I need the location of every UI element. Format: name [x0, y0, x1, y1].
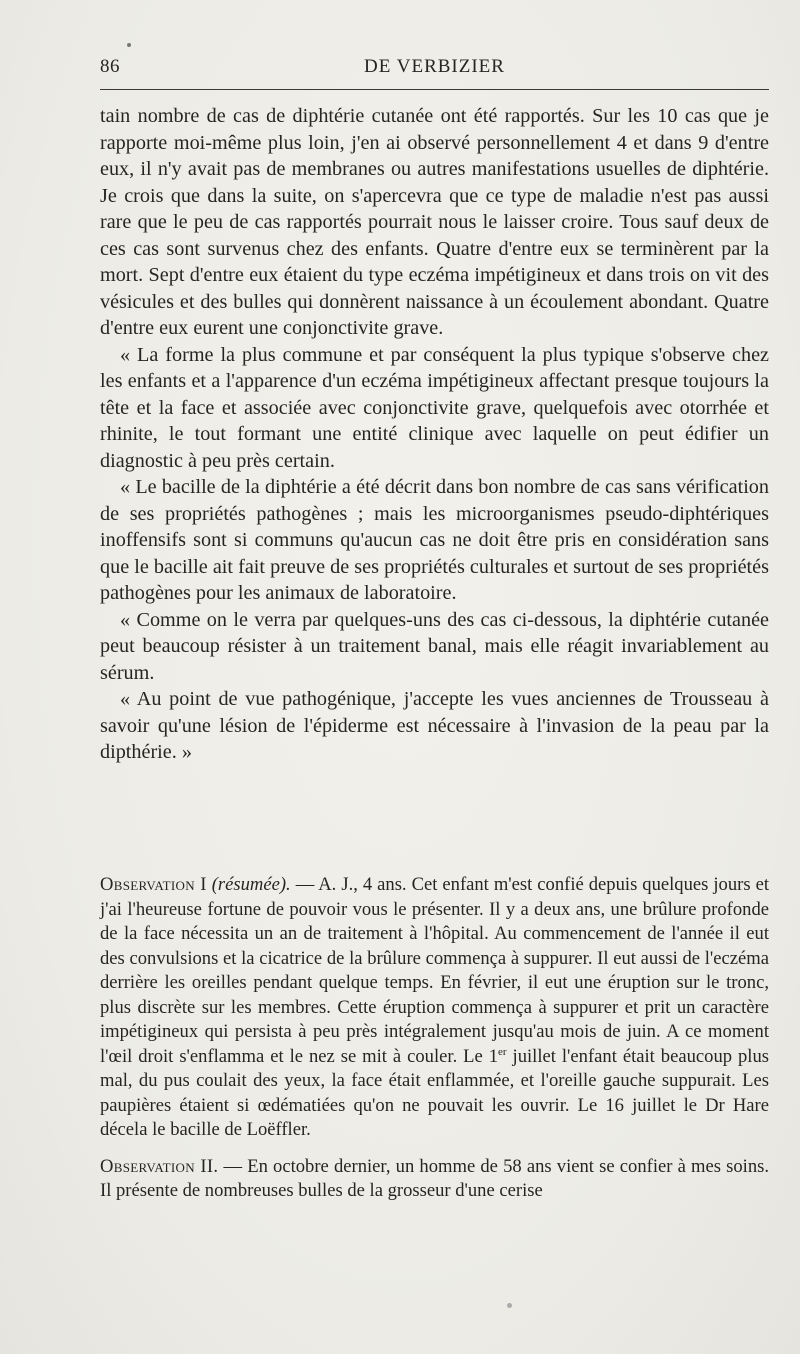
observation-2: [100, 1155, 769, 1204]
paragraph: « Au point de vue pathogénique, j'accepte les vues anciennes de Trousseau à savoir qu'une lésion de l'épiderme est nécessaire à l'invasion de la peau par la dipthérie. »: [100, 688, 769, 763]
paragraph: « Comme on le verra par quelques-uns des cas ci-dessous, la diphtérie cutanée peut beaucoup résister à un traitement banal, mais elle réagit invariablement au sérum.: [100, 608, 769, 684]
running-head: [100, 56, 769, 86]
paragraph: « La forme la plus commune et par conséquent la plus typique s'observe chez les enfants et a l'apparence d'un eczéma impétigineux affectant presque toujours la tête et la face et associée avec conjonctivite grave, quelquefois avec otorrhée et rhinite, le tout formant une entité clinique avec laquelle on peut édifier un diagnostic à peu près certain.: [100, 343, 769, 472]
observation-qualifier: (résumée).: [211, 874, 291, 895]
case-observations: [100, 873, 769, 1204]
header-divider: [100, 89, 769, 90]
paragraph: « Le bacille de la diphtérie a été décrit dans bon nombre de cas sans vérification de ses propriétés pathogènes ; mais les microorganismes pseudo-diphtériques inoffensifs sont si communs qu'aucun cas ne doit être pris en considération sans que le bacille ait fait preuve de ses propriétés culturales et surtout de ses propriétés pathogènes pour les animaux de laboratoire.: [100, 476, 769, 604]
running-title: DE VERBIZIER: [364, 56, 505, 77]
observation-1: [100, 873, 769, 1143]
observation-label: Observation II.: [100, 1155, 219, 1177]
observation-label: Observation I: [100, 874, 207, 895]
observation-text-continued: juillet l'enfant était beaucoup plus mal, du pus coulait des yeux, la face était enflammée, et l'oreille gauche suppurait. Les paupières étaient si œdématiées qu'on ne pouvait les ouvrir. Le 16 juillet le Dr Hare décela le bacille de Loëffler.: [100, 1045, 769, 1140]
main-text: [100, 103, 769, 766]
page-number: 86: [100, 56, 120, 77]
observation-text: — En octobre dernier, un homme de 58 ans vient se confier à mes soins. Il présente de nombreuses bulles de la grosseur d'une cerise: [100, 1155, 769, 1201]
observation-text: — A. J., 4 ans. Cet enfant m'est confié depuis quelques jours et j'ai l'heureuse fortune de pouvoir vous le présenter. Il y a deux ans, une brûlure profonde de la face nécessita un an de traitement à l'hôpital. Au commencement de l'année il eut des convulsions et la cicatrice de la brûlure commença à suppurer. Il eut aussi de l'eczéma derrière les oreilles pendant quelque temps. En février, il eut une éruption sur le tronc, plus discrète sur les membres. Cette éruption commença à suppurer et prit un caractère impétigineux qui persista à peu près intégralement jusqu'au mois de juin. A ce moment l'œil droit s'enflamma et le nez se mit à couler. Le 1: [100, 874, 769, 1067]
paragraph: tain nombre de cas de diphtérie cutanée ont été rapportés. Sur les 10 cas que je rapporte moi-même plus loin, j'en ai observé personnellement 4 et dans 9 d'entre eux, il n'y avait pas de membranes ou autres manifestations usuelles de diphtérie. Je crois que dans la suite, on s'apercevra que ce type de maladie n'est pas aussi rare que le peu de cas rapportés pourrait nous le laisser croire. Tous sauf deux de ces cas sont survenus chez des enfants. Quatre d'entre eux se terminèrent par la mort. Sept d'entre eux étaient du type eczéma impétigineux et dans trois on vit des vésicules et des bulles qui donnèrent naissance à un écoulement abondant. Quatre d'entre eux eurent une conjonctivite grave.: [100, 105, 769, 339]
ink-speck: [127, 43, 131, 47]
ink-speck: [507, 1303, 512, 1308]
ordinal-suffix: er: [498, 1045, 507, 1058]
